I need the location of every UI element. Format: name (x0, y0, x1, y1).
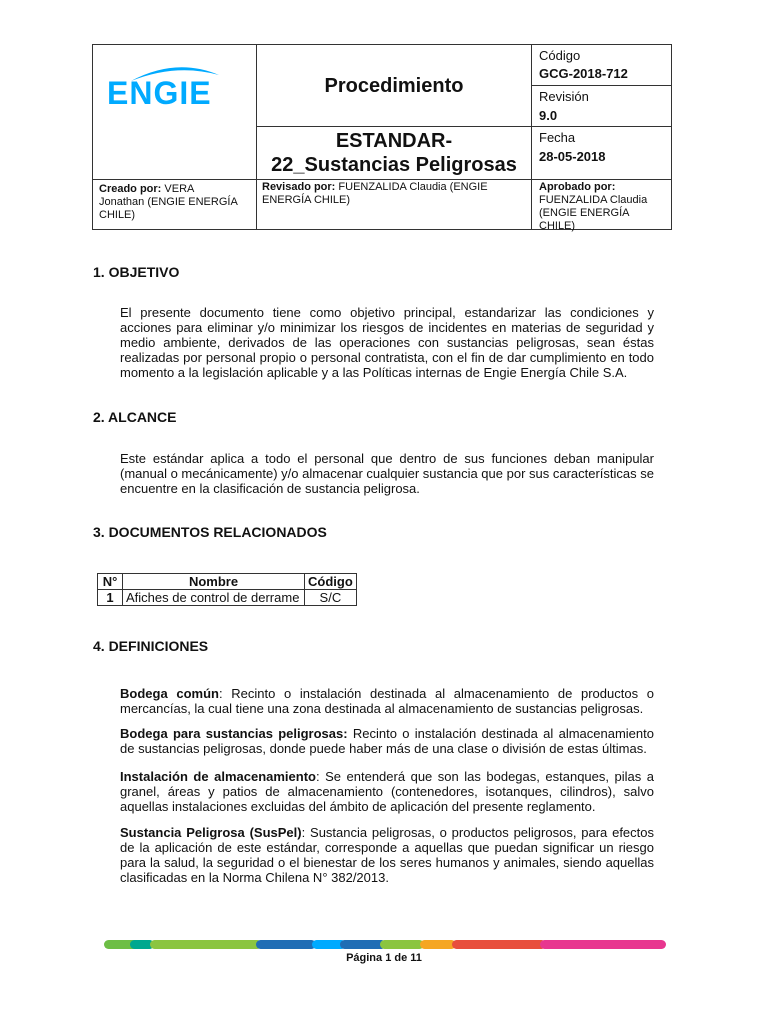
revision-value: 9.0 (539, 108, 558, 123)
code-value: GCG-2018-712 (539, 66, 628, 81)
col-header-code: Código (305, 574, 357, 590)
col-header-name: Nombre (123, 574, 305, 590)
document-type-title: Procedimiento (324, 75, 464, 97)
table-row (98, 590, 357, 606)
date-value: 28-05-2018 (539, 149, 606, 164)
section-definiciones-title: 4. DEFINICIONES (93, 638, 209, 654)
section-documentos-title: 3. DOCUMENTOS RELACIONADOS (93, 524, 327, 540)
standard-title: ESTANDAR- 22_Sustancias Peligrosas (271, 130, 517, 176)
created-by: Creado por: VERA Jonathan (ENGIE ENERGÍA CHILE) (99, 183, 238, 221)
definition-instalacion: Instalación de almacenamiento: Se entenderá que son las bodegas, estanques, pilas a granel, áreas y patios de almacenamiento (contenedores, isotanques, cilindros), salvo aquellas instalaciones excluidas del ámbito de aplicación del presente reglamento. (120, 769, 654, 814)
approved-by: Aprobado por: FUENZALIDA Claudia (ENGIE ENERGÍA CHILE) (539, 181, 648, 232)
row-number: 1 (98, 590, 123, 606)
date-label: Fecha (539, 130, 576, 145)
row-name: Afiches de control de derrame (123, 590, 305, 606)
col-header-number: N° (98, 574, 123, 590)
logo-text: ENGIE (107, 75, 212, 111)
definition-bodega-comun: Bodega común: Recinto o instalación destinada al almacenamiento de productos o mercancías, la cual tiene una zona destinada al almacenamiento de sustancias peligrosas. (120, 686, 654, 716)
documents-table (97, 573, 357, 606)
section-alcance-title: 2. ALCANCE (93, 409, 177, 425)
section-objetivo-title: 1. OBJETIVO (93, 264, 180, 280)
definition-sustancia-peligrosa: Sustancia Peligrosa (SusPel): Sustancia peligrosas, o productos peligrosos, para efectos de la aplicación de este estándar, corresponde a aquellas que puedan significar un riesgo para la salud, la seguridad o el bienestar de los seres humanos y animales, siendo aquellas clasificadas en la Norma Chilena N° 382/2013. (120, 825, 654, 885)
section-alcance-text: Este estándar aplica a todo el personal que dentro de sus funciones deban manipular (manual o mecánicamente) y/o almacenar cualquier sustancia que por sus características se encuentre en la clasificación de sustancia peligrosa. (120, 451, 654, 496)
revision-label: Revisión (539, 89, 589, 104)
row-code: S/C (305, 590, 357, 606)
engie-logo (101, 55, 251, 115)
definition-bodega-sustancias: Bodega para sustancias peligrosas: Recinto o instalación destinada al almacenamiento de sustancias peligrosas, donde puede haber más de una clase o división de estas últimas. (120, 726, 654, 756)
code-label: Código (539, 48, 581, 63)
section-objetivo-text: El presente documento tiene como objetivo principal, estandarizar las condiciones y acciones para eliminar y/o minimizar los riesgos de incidentes en materias de seguridad y medio ambiente, derivados de las operaciones con sustancias peligrosas, sean éstas realizadas por personal propio o personal contratista, con el fin de dar cumplimiento en todo momento a la legislación aplicable y a las Políticas internas de Engie Energía Chile S.A. (120, 305, 654, 380)
page-number: Página 1 de 11 (346, 952, 422, 964)
header-table (92, 44, 672, 230)
reviewed-by: Revisado por: FUENZALIDA Claudia (ENGIE ENERGÍA CHILE) (262, 181, 488, 206)
